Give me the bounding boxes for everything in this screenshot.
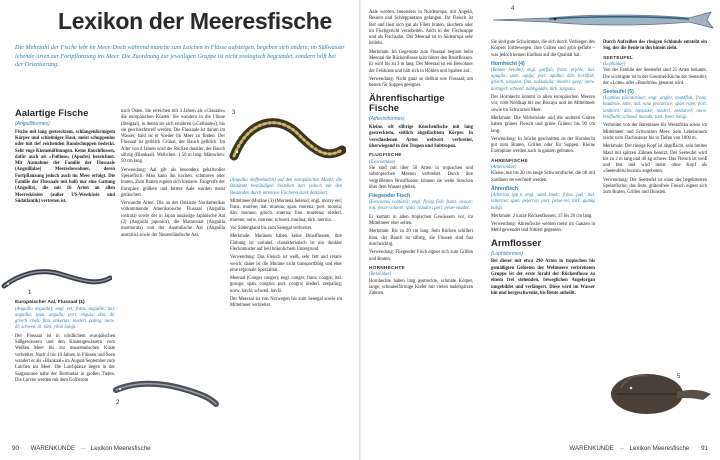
seeteufel-intro: Durch Aufreißen des riesigen Schlunds entsteht ein Sog, der die Beute in ihn hinein zieht. xyxy=(603,40,707,52)
footer-section-left: WARENKUNDE xyxy=(30,445,76,452)
figure-number-3: 3 xyxy=(232,110,236,116)
seeteufel-distribution: Verbreitet von der Barentssee bis Westafrika sowie im Mittelmeer und Schwarzen Meer. Sein Lebensraum reicht vom Flachwasser bis in Tiefen von 1000 m. xyxy=(603,123,707,141)
seeteufel-family-latin: (Lophiidae) xyxy=(603,62,626,68)
left-footer xyxy=(12,445,151,452)
figure-number-2: 2 xyxy=(116,400,120,406)
footer-topic-left: Lexikon Meeresfische xyxy=(90,445,151,452)
left-column-1-lower xyxy=(15,300,115,386)
conger-names: Meeraal (Conger conger); engl. conger; franz. congre; ital. grongo; span. congrio; port. congro; niederl. zeepaling; norw. havål; schwed. havål. xyxy=(230,276,342,294)
page-number-right: 91 xyxy=(701,445,708,452)
moray-caption: (Anguilla dieffenbachii) auf den europäischen Markt; die Bestände beständigen bestehen dort jedoch mit den Beständen durch intensive Fischerei stark dezimiert. xyxy=(230,178,342,196)
flugfische-text: Sie sind mit über 50 Arten in tropischen und subtropischen Meeren verbreitet. Durch ihre vergrößerten Brustflossen können sie weite Strecken über dem Wasser gleiten. xyxy=(369,166,473,190)
aehrenfisch-usage: Verwendung: Ährenfische werden meist im Ganzen in Mehl gewendet und frittiert gegessen. xyxy=(491,222,595,234)
page-title: Lexikon der Meeresfische xyxy=(58,8,333,34)
section-heading-aehrenfisch: Ährenfischartige Fische xyxy=(369,92,445,115)
aehrenfisch-name: Ährenfisch xyxy=(491,186,519,193)
seeteufel-family-heading: SEETEUFEL xyxy=(603,55,634,61)
figure-number-5: 5 xyxy=(677,374,681,380)
fliegender-fisch-latin: (Exocoetus volitans); engl. flying fish; franz. exocet; ital. pesce volante; span. volador; port. peixe-voador. xyxy=(369,200,473,212)
seeteufel-features: Merkmale: Der riesige Kopf ist abgeflacht, sein breites Maul mit spitzen Zähnen besetzt. Der Seeteufel wird bis zu 2 m lang und 40 kg schwer. Das Fleisch ist weiß und fest und wird meist ohne Kopf als »Seeteufelschwanz« angeboten. xyxy=(603,144,707,175)
hornhecht-usage: Verwendung: In Stücke geschnitten ist der Hornhecht gut zum Braten, Grillen oder für Suppen. Kleine Exemplare werden auch in ganzen gebraten. xyxy=(491,136,595,155)
conger-distribution: Der Meeraal ist von Norwegen bis zum Senegal sowie im Mittelmeer verbreitet. xyxy=(230,297,342,309)
moray-features: Merkmale: Muränen haben keine Brustflossen, ihre Färbung ist variabel, charakteristisch ist ein dunkler Flecknmuster auf hell bräunlichem Untergrund. xyxy=(230,234,342,252)
hornhechte-text: Hornhechte haben lang gestreckte, schmale Körper, lange, schnabelförmige Kiefer mit vielen nadelspitzen Zähnen. xyxy=(369,278,473,297)
section-heading-armflosser: Armflosser xyxy=(491,237,542,249)
aal-relatives: Verwandte Arten: Die an der Ostküste Nordamerikas vorkommende Amerikanische Flussaal (Anguilla rostrata) sowie der in Japan ansässige Japanische Aal (2) (Anguilla japonica), die Marmoraal (Anguilla marmorata) und der Australische Aal (Anguilla australis) sowie der Neuseeländische Aal. xyxy=(121,201,225,238)
section-subheading-aal: (Anguilliformes) xyxy=(15,120,50,127)
species-latin-flussaal: (Anguilla anguilla); engl. eel; franz. anguille; ital. anguilla; span. anguila; port. enguia; dän. ål; griech. chéli; finn. ankerias; niederl. paling; norw. ål; schwed. ål; türk. yilan balığı. xyxy=(15,306,115,331)
footer-arrow-left: → xyxy=(79,445,87,452)
footer-section-right: WARENKUNDE xyxy=(569,445,614,452)
japanese-eel-illustration xyxy=(110,368,220,410)
moray-illustration xyxy=(228,110,346,170)
aal-usage: Verwendung: Aal gilt als besonders gehaltvoller Speisefisch. Man kann ihn kochen, schmoren oder braten. Zum Braten eignen sich kleinere. Fangreife der Europäer; größere und fettere Aale werden meist geräuchert. xyxy=(121,167,225,198)
figure-number-1: 1 xyxy=(28,290,32,296)
right-column-2 xyxy=(491,40,595,299)
left-column-3 xyxy=(230,178,342,312)
aehrenfisch-description: Kleine, oft silbrige Knochenfische mit lang gestrecktem, seitlich abgeflachtem Körper. In verschiedenen Arten weltweit verbreitet, überwiegend in den Tropen und Subtropen. xyxy=(369,125,473,149)
fliegender-fisch-usage: Verwendung: Fliegender Fisch eignet sich zum Grillen und Braten. xyxy=(369,250,473,262)
hornhecht-name: Hornhecht (4) xyxy=(491,60,525,67)
fliegender-fisch-features: Merkmale: Bis zu 20 cm lang. Sein Rücken schillert blau, der Bauch ist silbrig, die Flossen sind fast durchsichtig. xyxy=(369,229,473,247)
hornhechte-latin: (Belonidae) xyxy=(369,272,392,278)
garfish-intro: Sie sind gute Schwimmer, die sich durch Verbiegen des Körpers fortbewegen. Ihre Gräten sind grün gefärbt – was jedoch keinen Einfluss auf die Qualität hat. xyxy=(491,40,596,58)
footer-topic-right: Lexikon Meeresfische xyxy=(629,445,690,452)
fliegender-fisch-text: Er kommt in allen tropischen Gewässern vor, im Mittelmeer eher selten. xyxy=(369,214,473,227)
section-subheading-aehrenfisch: (Atheriniformes) xyxy=(369,116,405,123)
seeteufel-latin: (Lophius piscatorius); engl. angler, monkfish; franz. baudroie, lotte; ital. rana pescatrice; span. rape; port. tamboril; dän. havtaske; niederl. zeeduivel; norw. breiflabb; schwed. marulk; türk. fener balığı. xyxy=(603,96,707,121)
intro-text: Die Mehrzahl der Fische lebt im Meer. Doch während manche zum Laichen in Flüsse aufsteigen, begeben sich andere, im Süßwasser lebende Arten zur Fortpflanzung ins Meer. Die Zuordnung zur jeweiligen Gruppe ist nicht zoologisch begründet, sondern hilft bei der Orientierung. xyxy=(15,44,345,69)
garfish-illustration xyxy=(489,4,717,32)
aal-description: Fische mit lang gestrecktem, schlangenförmigem Körper und schleimiger Haut, meist schuppenlos oder mit tief reichenden Rundschuppen bedeckt. Sehr enge Kiemenöffnungen. Keine Bauchflossen, dafür auch als »Fußlose« (Apodes) bezeichnet. Mit Ausnahme der Familie der Flussaale (Anguillidae) Meeresbewohner, deren Fortpflanzung jedoch auch im Meer erfolgt. Die Familie der Flussaale mit halb nur eine Gattung (Anguilla), die mit 16 Arten an allen Meeresküsten (außer US-Westküste und Südatlantik) vertreten ist. xyxy=(15,129,115,204)
flugfische-heading: FLUGFISCHE xyxy=(369,153,402,159)
conger-fishing-text: Aale werden, besonders in Nordeuropa, mit Angeln, Reusen und Schleppnetzen gefangen. Ihr Fleisch ist fest und lässt sich gut als Filets braten, räuchern oder im Fischgericht verarbeiten. Auch in der Fischsuppe und als Fischsalat. Der Meeraal ist in Südeuropa sehr beliebt. xyxy=(369,10,473,47)
figure-number-4: 4 xyxy=(511,6,515,12)
fliegender-fisch-name: Fliegender Fisch xyxy=(369,193,411,200)
aehrenfische-latin: (Atherinidae) xyxy=(491,165,517,171)
conger-features: Merkmale: Im Gegensatz zum Flussaal beginnt beim Meeraal die Rückenflosse kurz hinter den Brustflossen. Er wird bis zu 3 m lang. Der Meeraal ist ein Bewohner der Felsküste und hält sich in Höhlen und Spalten auf. xyxy=(369,49,474,74)
left-column-1 xyxy=(15,109,115,207)
aehrenfische-heading: ÄHRENFISCHE xyxy=(491,158,528,164)
hornhechte-heading: HORNHECHTE xyxy=(369,265,405,271)
monkfish-illustration xyxy=(607,364,715,420)
hornhecht-features: Merkmale: Die Wirbelsäule und die anderen Gräten haben grünes Fleisch und grüne Gräten; bis 90 cm lang. xyxy=(491,115,595,134)
section-heading-aal: Aalartige Fische xyxy=(15,108,89,119)
footer-arrow-right: → xyxy=(618,445,625,452)
hornhecht-text: Der Hornhecht kommt in allen europäischen Meeren vor, vom Nordkap bis zur Biscaya und im Mittelmeer sowie im Schwarzen Meer. xyxy=(491,95,595,113)
page-number-left: 90 xyxy=(12,445,19,452)
right-footer xyxy=(569,445,708,452)
seeteufel-name: Seeteufel (5) xyxy=(603,89,634,96)
aehrenfische-text: Kleine, nur bis 20 cm lange Schwarmfische, die oft mit Sardinen verwechselt werden. xyxy=(491,171,595,183)
right-column-1 xyxy=(369,10,473,299)
species-name-flussaal: Europäischer Aal, Flussaal (1) xyxy=(15,300,85,305)
left-page xyxy=(0,0,359,460)
right-column-3 xyxy=(603,40,707,199)
eel-illustration xyxy=(0,256,112,298)
seeteufel-family-text: Von der Familie der Seeteufel sind 25 Arten bekannt. Die wichtigste ist in der Gourmet-Küche der Seeteufel, der »Lotte« oder »Baudroie« genannt wird. xyxy=(603,68,707,86)
conger-usage: Verwendung: Nicht ganz so delikat wie Flussaal; am besten für Suppen geeignet. xyxy=(369,76,473,89)
flugfische-latin: (Exocoetidae) xyxy=(369,159,396,165)
armflosser-description: Bei dieser mit etwa 290 Arten in tropischen bis gemäßigten Gebieten der Weltmeere verbreiteten Gruppe ist der erste Strahl der Rückenflosse zu einem frei stehenden, beweglichen Angelorgan umgebildet und verlängert. Diese wird im Wasser hin und hergeschwenkt, bis Beute anbeißt. xyxy=(491,259,595,296)
right-page xyxy=(361,0,720,460)
aehrenfisch-features: Merkmale: 2 kurze Rückenflossen; 15 bis 20 cm lang. xyxy=(491,213,593,219)
left-column-2 xyxy=(121,109,225,241)
aal-lifecycle-text: nach Osten. Sie erreichen mit 3 Jahren als »Glasaale« die europäischen Küsten. Sie wandern in die Flüsse (Steigaal), in denen sie sich ernähren (»Gelbaale«), bis sie geschlechtsreif werden. Die Flussaale ist darum im Wasser, bald ist er wieder im Meer zu finden. Der Flussaal ist gelblich Grünal, der Bauch gelblich. Im Alter von 4 Jahren wird der Rücken dunkler, der Bauch silbrig (Blankaal). Weibchen: 1,50 m lang. Männchen: 50 cm lang. xyxy=(121,109,225,165)
moray-usage: Verwendung: Das Fleisch ist weiß, sehr fett und relativ weich; daher ist die Muräne nicht transportfähig und eher eine regionale Spezialität. xyxy=(230,255,342,273)
aehrenfisch-latin: (Atherina spp.); engl. sand smelt; franz. joël; ital. latterino; span. pejerrey; port. peixe-rei; türk. gümüş balığı. xyxy=(491,193,595,211)
section-subheading-armflosser: (Lophiiformes) xyxy=(491,250,523,257)
hornhecht-latin: (Belone belone); engl. garfish; franz. orphie; ital. aguglia; span. aguja; port. agulha; dän. hornfisk; griech. zargana; finn. nokkakala; niederl. geep; norw. horngjel; schwed. näbbgädda; türk. zargana. xyxy=(491,67,595,92)
moray-names: Mittelmeer-Muräne (3) (Muraena helena); engl. moray eel; franz. murène; ital. murena; span. morena; port. moreia; dän. murane; griech. smerna; finn. mureena; niederl. murene; norw. murene; schwed. muräna; türk. merina. xyxy=(230,198,342,223)
seeteufel-usage: Verwendung: Der Seeteufel ist einer der begehrtesten Speisefische; das feste, grätenfreie Fleisch eignet sich zum Braten, Grillen und Dünsten. xyxy=(603,177,707,196)
flussaal-text: Der Flussaal ist in nördlichem europäischen Süßgewässern und den Küstengewässern vom Weißen Meer bis zur mauretanischen Küste verbreitet. Nach 4 bis 10 Jahren in Flüssen und Seen wandert er als »Blankaal« im August/September zum Laichen ins Meer. Die Laichplätze liegen in der Sargassosee nahe der Bermudas in großen Tiefen. Die Larven werden mit dem Golfstrom xyxy=(15,333,115,383)
moray-distribution: Vor Südengland bis zum Senegal verbreitet. xyxy=(230,226,313,232)
